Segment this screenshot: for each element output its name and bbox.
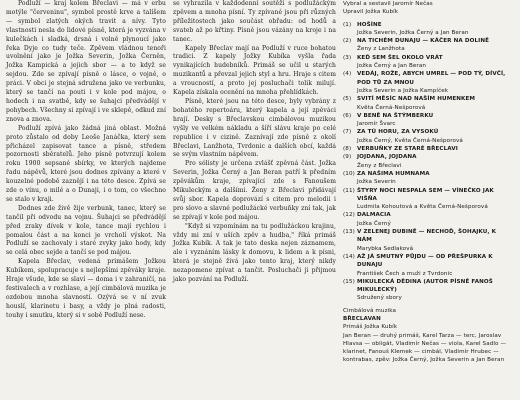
notes-paragraph: Písně, které jsou na této desce, byly vybrány z bohatého repertoáru, který kapela a její zpěváci hrají. Desky s Břeclavskou cimbálovou muzikou vyšly ve velkém nákladu a šíří slávu kraje po celé republice i v cizině. Zaznívají zde písně z okolí Břeclavi, Lanžhota, Tvrdonic a dalších obcí, každá se svým vlastním nápěvem. <box>173 97 336 159</box>
track-item <box>343 70 513 95</box>
track-number: (6) <box>343 112 352 119</box>
track-performers: Jožka Černý <box>357 220 391 227</box>
notes-paragraph: Dodnes zde živě žije verbunk, tanec, který se tančil při odvodu na vojnu. Šuhajci se předvádějí před zraky dívek v kole, tance mají rychlou i pomalou část a na konci je vrcholí výskot. Na Podluží se zachovaly i staré zvyky jako hody, kdy se celá obec sejde a tančí se pod májou. <box>6 204 166 257</box>
track-performers: Ludmila Kohoutová a Květa Černá-Nešporová <box>357 204 488 211</box>
ensemble-title: Cimbálová muzika <box>343 307 397 314</box>
track-performers: Ženy z Lanžhota <box>357 46 405 53</box>
track-number: (8) <box>343 146 352 153</box>
track-performers: František Čech a muži z Tvrdonic <box>357 270 453 277</box>
track-item <box>343 128 513 145</box>
track-title: ZA NAŠIMA HUMNAMA <box>357 170 430 177</box>
track-title: VERBUŇKY ZE STARÉ BŘECLAVI <box>357 146 458 153</box>
track-performers: Květa Černá-Nešporová <box>357 104 426 111</box>
track-item <box>343 278 513 303</box>
notes-paragraph: Podluží — kraj kolem Břeclavi — má v erbu motýle "červeninu", symbol prostě krve a talíšem — symbol zlatých okých travit a nívy. Tyto vlastnosti nesla do lidové písně, která je vyzvána v kulečkách i sladká, drsná i volně plynoucí jako řeka Dyje co tudy teče. Zpěvem vládnou tenoři uvolnění jako je Jožka Severin, Jožka Černěn, Jožka Kampická a jejich sbor — a to když se sejdou. Zde se zpívají písně o lásce, o vojně, o práci. V obci je stejná sdružena jako ve verbunku, který se tančí na pouti i v kole pod májou, o hodech i na svatbě, kdy se šuhajci předvádějí v pohybech. Všechny si zpívají i ve sklepě, odkud zní znova a znova. <box>6 0 166 123</box>
track-number: (12) <box>343 212 355 219</box>
track-title: NA TICHÉM DUNAJU — KÁČER NA DOLINĚ <box>357 38 490 45</box>
track-performers: Jožka Černý, Květa Černá-Nešporová <box>357 137 463 144</box>
track-performers: Jožka Severin, Jožka Černý a Jan Beran <box>357 29 469 36</box>
track-performers: Jožka Černý a Jan Beran <box>357 63 426 70</box>
notes-paragraph: "Když si vzpomínám na tu podlužáckou krajinu, vždy mi zní v uších zpěv a hudba," říká primáš Jožka Kubík. A tak je tato deska nejen záznamem, ale i vyznáním lásky k domovu, k lidem a k písni, která je stejně živá jako tento kraj, který nikdy nezapomene zpívat a tančit. Posluchači ji přijmou jako pozvání na Podluží. <box>173 222 336 284</box>
track-item <box>343 253 513 278</box>
track-title: DALMACIA <box>357 212 391 219</box>
track-title: MIKULECKÁ DĚDINA (AUTOR PÍSNĚ FANOŠ MIKULECKÝ) <box>357 278 493 294</box>
track-number: (5) <box>343 96 352 103</box>
track-title: SVITÍ MĚSÍC NAD NAŠÍM HUMENKEM <box>357 96 476 103</box>
track-number: (10) <box>343 170 355 177</box>
track-item <box>343 228 513 253</box>
track-title: AŽ JÁ SMUTNÝ PŮJDU — OD PŘEŠPURKA K DUNAJU <box>357 253 493 269</box>
notes-paragraph: Podluží zpívá jako žádná jiná oblast. Možná proto zůstalo od doby Leoše Janáčka, který sem přicházel zapisovat tance a písně, středem pozornosti sběratelů. Jeho písně potvrzují kolem roku 1900 sepsané sbírky, ve kterých najdeme řadu nápěvů, které jsou dodnes zpívány a které v kouzelné podobě zaznějí i na této desce. Zpívá se zde o vínu, o milé a o Dunaji, i o tom, co všechno se stalo v kraji. <box>6 124 166 203</box>
track-title: HOŠÍNE <box>357 21 382 28</box>
track-title: JOJDANA, JOJDANA <box>357 154 417 161</box>
track-title: V BENĚ NA ŠTÝMBERKU <box>357 112 434 119</box>
track-performers: Sdružený sbory <box>357 295 402 302</box>
track-title: ŠTYRY NOCI NESPALA SEM — VÍNEČKO JAK VIŠŇA <box>357 187 494 202</box>
track-number: (4) <box>343 71 352 78</box>
track-item <box>343 54 513 71</box>
track-number: (14) <box>343 253 355 260</box>
track-list <box>343 21 513 303</box>
track-number: (9) <box>343 154 352 161</box>
track-performers: Ženy z Břeclavi <box>357 162 402 169</box>
track-item <box>343 112 513 129</box>
track-title: ZA TÚ HORU, ZA VYSOKÚ <box>357 129 439 136</box>
track-item <box>343 37 513 54</box>
track-item <box>343 187 513 212</box>
arranger-credit: Upravil Jožka Kubík <box>343 9 399 16</box>
track-item <box>343 153 513 170</box>
track-number: (3) <box>343 54 352 61</box>
track-number: (7) <box>343 129 352 136</box>
track-number: (15) <box>343 278 355 285</box>
liner-notes-column-2 <box>173 0 336 285</box>
track-item <box>343 95 513 112</box>
track-item <box>343 170 513 187</box>
notes-paragraph: Pro sólisty je určena zvlášť zpěvná část. Jožka Severin, Jožka Černý a Jan Beran patří k předním zpěvákům kraje, zpívající zde s Fanoušem Mikuleckým a dalšími. Ženy z Břeclavi přidávají svůj sbor. Kapela doprovází s citem pro melodii i pro slovo a slavné podlužácké verbuňky zní tak, jak se zpívají v kole pod májou. <box>173 160 336 221</box>
track-performers: Jožka Severin a Jožka Kampíček <box>357 87 449 94</box>
track-listing-column <box>343 0 513 365</box>
track-item <box>343 21 513 38</box>
track-performers: Jožka Severin <box>357 179 396 186</box>
track-title: V ZELENEJ DUBINĚ — NECHOĎ, ŠOHAJKU, K NÁM <box>357 229 497 244</box>
track-number: (1) <box>343 21 352 28</box>
compiler-credit: Vybral a sestavil Jaromír Nečas <box>343 1 433 7</box>
notes-paragraph: Kapela Břeclav, vedená primášem Jožkou Kubíkem, spolupracuje s nejlepšími zpěváky kraje. Hraje všude, kde se slaví — doma i v zahraničí, na festivalech a v rozhlase, a její cimbálová muzika je ozdobou mnoha slavností. Ozývá se v ní zvuk houslí, klarinetu i basy, a vždy je plná radosti, touhy i smutku, který si v sobě Podluží nese. <box>6 258 166 319</box>
track-item <box>343 211 513 228</box>
track-number: (2) <box>343 38 352 45</box>
track-performers: Jaromír Švarc <box>357 121 396 128</box>
track-item <box>343 145 513 153</box>
ensemble-name: BŘECLAVAN <box>343 315 381 322</box>
track-title: KEĎ SEM ŠEL OKOLO VRÁT <box>357 54 443 61</box>
track-number: (13) <box>343 229 355 236</box>
track-performers: Marybka Sedlaková <box>357 245 414 252</box>
notes-paragraph: se vyhrazila v každodenní soutěži s podlužáckým zpěvem a mnoha písní. Ty zpívané jsou při různých příležitostech jako součást obřadu: od hodů a svateb až po křtiny. Písně jsou vázány na kroje i na tanec. <box>173 0 336 43</box>
liner-notes-column-1 <box>6 0 166 321</box>
primas-line: Primáš Jožka Kubík <box>343 324 398 331</box>
members-text: Jan Beran — druhý primáš, Karel Tarza — terc, Jaroslav Hlavsa — obligát, Vladimír Nečas — viola, Karel Sadlo — klarinet, Fanouš Klemek — cimbál, Vladimír Hrubec — kontrabas, zpěv: Jožka Černý, Jožka Severin a Jan Beran <box>343 332 507 364</box>
track-title: VEDÁJ, ROŽE, ABYCH UMREL — POD TÝ, DÍVČÍ, POD TŮ ZA MNOU <box>357 71 506 86</box>
track-number: (11) <box>343 187 355 194</box>
notes-paragraph: Kapely Břeclav mají na Podluží v ruce bohatou tradici. Z kapely Jožky Kubíka vyšla řada vynikajících hudebníků. Primáš se učil u starých muzikantů a převzal jejich styl a hru. Hraje s citem a vroucností, a proto jej posluchači tolik milují. Kapela získala ocenění na mnoha přehlídkách. <box>173 44 336 97</box>
